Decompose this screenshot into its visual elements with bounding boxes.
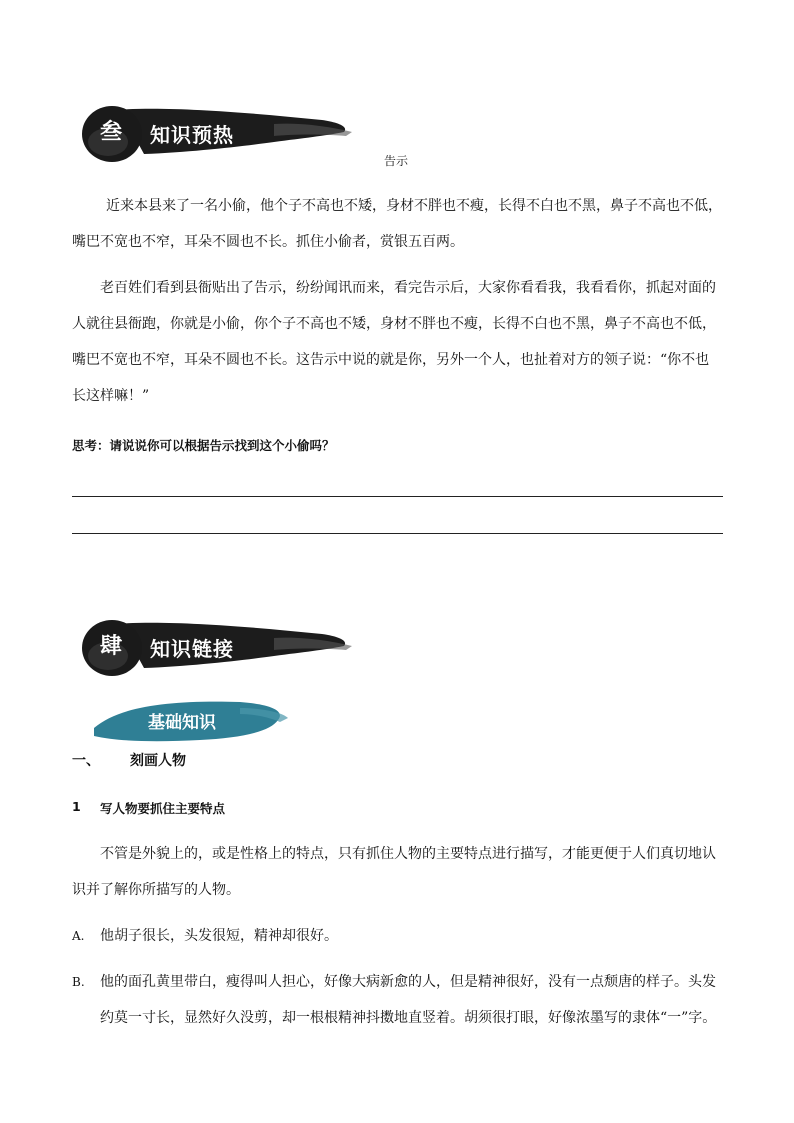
answer-line-1 — [72, 496, 723, 497]
notice-paragraph-1-line-2: 嘴巴不宽也不窄，耳朵不圆也不长。抓住小偷者，赏银五百两。 — [72, 234, 464, 250]
body-line-1: 不管是外貌上的，或是性格上的特点，只有抓住人物的主要特点进行描写，才能更便于人们真切地认 — [100, 846, 716, 862]
story-paragraph-line-2: 人就往县衙跑，你就是小偷，你个子不高也不矮，身材不胖也不瘦，长得不白也不黑，鼻子不高也不低， — [72, 316, 716, 332]
section-title: 知识预热 — [150, 123, 234, 147]
answer-line-2 — [72, 533, 723, 534]
section-banner-3 — [74, 102, 354, 166]
notice-paragraph-1-line-1: 近来本县来了一名小偷，他个子不高也不矮，身材不胖也不瘦，长得不白也不黑，鼻子不高也不低， — [106, 198, 722, 214]
heading-1-text: 刻画人物 — [130, 753, 186, 769]
option-label: B. — [72, 975, 85, 989]
basic-knowledge-title: 基础知识 — [148, 713, 216, 733]
body-line-2: 识并了解你所描写的人物。 — [72, 882, 240, 898]
example-option-b — [72, 963, 732, 1043]
option-label: A. — [72, 929, 85, 943]
heading-1-number: 一、 — [72, 753, 100, 769]
section-number: 叁 — [99, 120, 122, 145]
question-prompt: 思考：请说说你可以根据告示找到这个小偷吗？ — [72, 438, 335, 453]
section-banner-4 — [74, 616, 354, 680]
heading-1-1-text: 写人物要抓住主要特点 — [100, 801, 226, 816]
story-paragraph-line-3: 嘴巴不宽也不窄，耳朵不圆也不长。这告示中说的就是你，另外一个人，也扯着对方的领子说：“你不也 — [72, 352, 710, 368]
section-number: 肆 — [99, 634, 122, 659]
heading-1-1-number: 1 — [72, 799, 81, 814]
option-text-line-2: 约莫一寸长，显然好久没剪，却一根根精神抖擞地直竖着。胡须很打眼，好像浓墨写的隶体“一”字。 — [100, 1010, 717, 1026]
section-title: 知识链接 — [150, 637, 234, 661]
basic-knowledge-banner — [90, 698, 290, 748]
story-paragraph-line-1: 老百姓们看到县衙贴出了告示，纷纷闻讯而来，看完告示后，大家你看看我，我看看你，抓起对面的 — [100, 280, 716, 296]
notice-title: 告示 — [384, 154, 409, 168]
option-text-line-1: 他的面孔黄里带白，瘦得叫人担心，好像大病新愈的人，但是精神很好，没有一点颓唐的样子。头发 — [100, 974, 716, 990]
option-text: 他胡子很长，头发很短，精神却很好。 — [100, 928, 338, 944]
story-paragraph-line-4: 长这样嘛！” — [72, 388, 150, 404]
